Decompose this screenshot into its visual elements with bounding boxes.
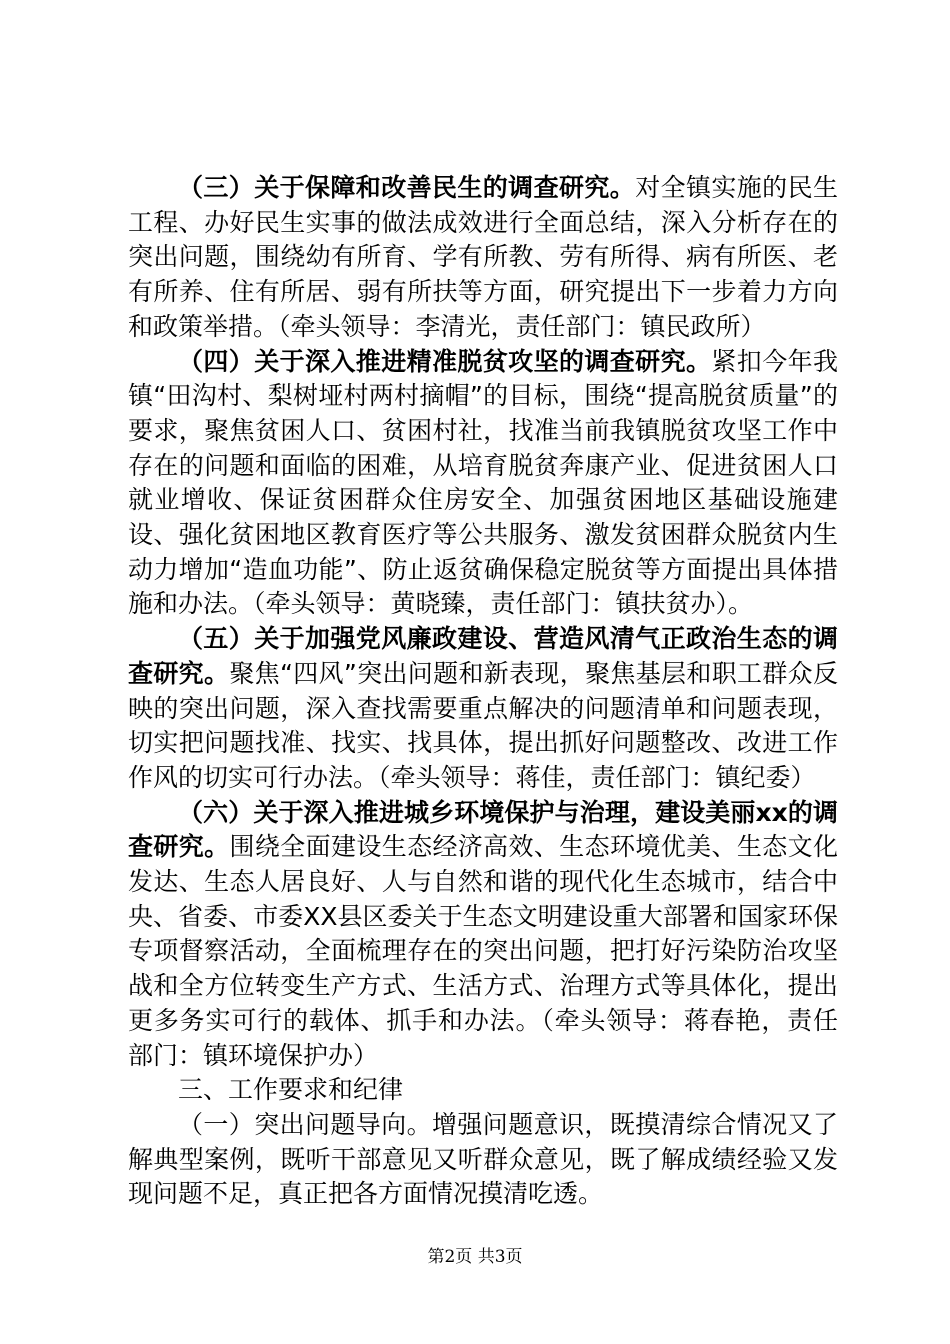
document-body — [128, 171, 838, 1212]
page-footer: 第2页 共3页 — [427, 1247, 523, 1267]
paragraph-text: 对全镇实施的民生工程、办好民生实事的做法成效进行全面总结，深入分析存在的突出问题，围绕幼有所育、学有所教、劳有所得、病有所医、老有所养、住有所居、弱有所扶等方面，研究提出下一步着力方向和政策举措。（牵头领导：李清光，责任部门：镇民政所） — [128, 173, 838, 341]
section-heading: 三、工作要求和纪律 — [178, 1075, 404, 1105]
paragraph-lead: （五）关于加强党风廉政建设、营造风清气正政治生态的调查研究。 — [128, 624, 838, 688]
paragraph-text: 增强问题意识，既摸清综合情况又了解典型案例，既听干部意见又听群众意见，既了解成绩经验又发现问题不足，真正把各方面情况摸清吃透。 — [128, 1109, 838, 1209]
paragraph-environment — [128, 796, 838, 1074]
paragraph-text: 聚焦“四风”突出问题和新表现，聚焦基层和职工群众反映的突出问题，深入查找需要重点解决的问题清单和问题表现，切实把问题找准、找实、找具体，提出抓好问题整改、改进工作作风的切实可行办法。（牵头领导：蒋佳，责任部门：镇纪委） — [128, 658, 838, 792]
paragraph-lead: （三）关于保障和改善民生的调查研究。 — [178, 173, 636, 202]
paragraph-party-integrity — [128, 622, 838, 796]
paragraph-lead: （六）关于深入推进城乡环境保护与治理，建设美丽xx的调查研究。 — [128, 797, 838, 862]
paragraph-text: 围绕全面建设生态经济高效、生态环境优美、生态文化发达、生态人居良好、人与自然和谐的现代化生态城市，结合中央、省委、市委XX县区委关于生态文明建设重大部署和国家环保专项督察活动，全面梳理存在的突出问题，把打好污染防治攻坚战和全方位转变生产方式、生活方式、治理方式等具体化，提出更多务实可行的载体、抓手和办法。（牵头领导：蒋春艳，责任部门：镇环境保护办） — [128, 832, 838, 1070]
paragraph-text: 紧扣今年我镇“田沟村、梨树垭村两村摘帽”的目标，围绕“提高脱贫质量”的要求，聚焦贫困人口、贫困村社，找准当前我镇脱贫攻坚工作中存在的问题和面临的困难，从培育脱贫奔康产业、促进贫困人口就业增收、保证贫困群众住房安全、加强贫困地区基础设施建设、强化贫困地区教育医疗等公共服务、激发贫困群众脱贫内生动力增加“造血功能”、防止返贫确保稳定脱贫等方面提出具体措施和办法。（牵头领导：黄晓臻，责任部门：镇扶贫办）。 — [128, 346, 838, 619]
paragraph-lead: （一）突出问题导向。 — [178, 1109, 432, 1139]
paragraph-lead: （四）关于深入推进精准脱贫攻坚的调查研究。 — [178, 346, 712, 376]
paragraph-poverty-alleviation — [128, 345, 838, 623]
paragraph-problem-orientation — [128, 1108, 838, 1212]
paragraph-livelihood — [128, 171, 838, 345]
